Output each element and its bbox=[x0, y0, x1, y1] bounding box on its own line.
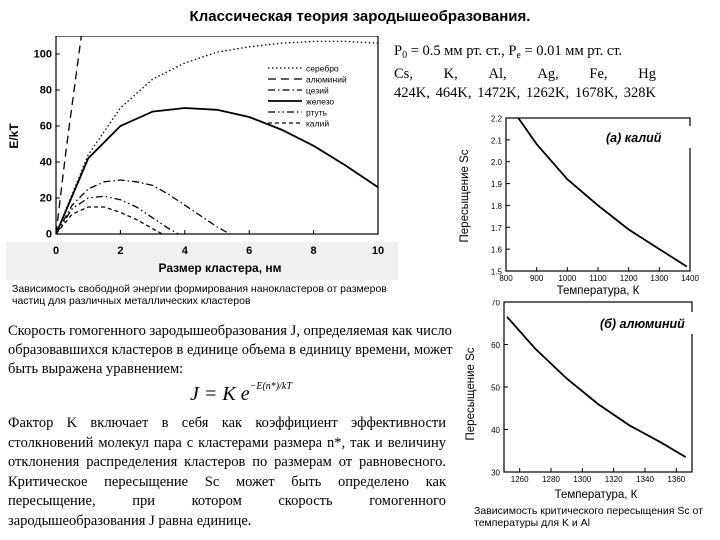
element-item: Hg bbox=[638, 66, 656, 82]
y-tick-label: 1.9 bbox=[490, 180, 502, 190]
y-tick-label: 70 bbox=[491, 300, 500, 308]
legend-label: серебро bbox=[306, 63, 339, 74]
chart3-xlabel: Температура, К bbox=[554, 489, 638, 501]
x-tick-label: 1100 bbox=[589, 274, 607, 283]
element-item: Fe, bbox=[589, 66, 608, 82]
y-tick-label: 2.2 bbox=[490, 114, 502, 124]
formula-exponent: −E(n*)/kT bbox=[249, 380, 292, 392]
x-tick-label: 1300 bbox=[573, 475, 592, 484]
x-tick-label: 1320 bbox=[604, 475, 623, 484]
elements-line bbox=[394, 65, 656, 84]
legend-label: калий bbox=[306, 118, 330, 129]
temperature-item: 1472K, bbox=[477, 85, 521, 101]
y-tick-label: 30 bbox=[491, 468, 500, 478]
y-tick-label: 1.7 bbox=[490, 223, 502, 233]
temperature-item: 424K, bbox=[394, 85, 430, 101]
temperatures-line bbox=[394, 84, 656, 103]
chart-potassium bbox=[456, 106, 714, 298]
legend-label: ртуть bbox=[306, 107, 328, 118]
legend-label: железо bbox=[306, 96, 335, 107]
pressure-line bbox=[394, 42, 656, 65]
paragraph-factor: Фактор K включает в себя как коэффициент эффективности столкновений молекул пара с кластерами размера n*, так и величину отклонения распределения кластеров по размерам от равновесного. Критическое пересыщение Sc может быть определено как пересыщение, при котором скорость гомогенного зародышеобразования J равна единице. bbox=[8, 415, 446, 529]
chart-energy bbox=[6, 36, 398, 280]
temperature-item: 464K, bbox=[435, 85, 472, 101]
y-tick-label: 40 bbox=[39, 156, 52, 169]
p0-symbol: P bbox=[394, 43, 403, 59]
chart2-xlabel: Температура, К bbox=[556, 285, 640, 297]
y-tick-label: 1.5 bbox=[490, 267, 502, 277]
figure-caption-supersaturation: Зависимость критического пересыщения Sc от температуры для K и Al bbox=[474, 505, 703, 529]
y-tick-label: 60 bbox=[39, 120, 52, 133]
chart3-title: (б) алюминий bbox=[600, 317, 685, 331]
y-tick-label: 20 bbox=[39, 192, 52, 205]
y-tick-label: 1.6 bbox=[490, 245, 502, 255]
element-item: K, bbox=[443, 66, 458, 82]
y-tick-label: 80 bbox=[39, 84, 52, 97]
figure-caption-energy: Зависимость свободной энергии формирования нанокластеров от размеров частиц для различных металлических кластеров bbox=[12, 283, 387, 307]
chart2-title: (а) калий bbox=[606, 131, 662, 145]
y-tick-label: 2.0 bbox=[490, 158, 502, 168]
x-tick-label: 1300 bbox=[650, 274, 669, 283]
x-tick-label: 4 bbox=[181, 245, 188, 257]
chart-aluminium bbox=[456, 300, 714, 504]
chart3-ylabel: Пересыщение Sc bbox=[465, 347, 477, 441]
page-title: Классическая теория зародышеобразования. bbox=[189, 8, 531, 25]
p0-subscript: 0 bbox=[402, 50, 408, 61]
pe-subscript: e bbox=[516, 50, 521, 61]
x-tick-label: 0 bbox=[52, 245, 60, 257]
paragraph-rate: Скорость гомогенного зародышеобразования J, определяемая как число образовавшихся кластеров в единице объема в единицу времени, может быть выражена уравнением: bbox=[8, 323, 453, 377]
y-tick-label: 1.8 bbox=[490, 201, 502, 211]
parameters-block bbox=[394, 42, 656, 103]
y-tick-label: 60 bbox=[491, 341, 500, 350]
x-tick-label: 800 bbox=[499, 274, 513, 283]
x-tick-label: 1360 bbox=[667, 475, 686, 484]
formula-main: J = K e bbox=[190, 383, 250, 405]
p0-value: = 0.5 мм рт. ст., P bbox=[407, 43, 517, 59]
element-item: Cs, bbox=[394, 66, 413, 82]
pe-value: = 0.01 мм рт. ст. bbox=[520, 43, 623, 59]
x-tick-label: 8 bbox=[310, 245, 317, 257]
y-tick-label: 100 bbox=[33, 48, 52, 61]
temperature-item: 1678K, bbox=[574, 85, 618, 101]
y-tick-label: 40 bbox=[491, 426, 500, 435]
x-tick-label: 2 bbox=[117, 245, 124, 257]
element-item: Al, bbox=[488, 66, 507, 82]
element-item: Ag, bbox=[537, 66, 559, 82]
x-tick-label: 1340 bbox=[636, 475, 654, 484]
x-tick-label: 1200 bbox=[619, 274, 638, 283]
x-tick-label: 1400 bbox=[681, 274, 699, 283]
chart1-ylabel: E/kT bbox=[7, 123, 21, 149]
y-tick-label: 50 bbox=[491, 383, 500, 393]
y-tick-label: 2.1 bbox=[490, 136, 502, 146]
chart2-ylabel: Пересыщение Sc bbox=[459, 149, 471, 243]
rate-formula bbox=[190, 380, 340, 411]
x-tick-label: 10 bbox=[371, 245, 385, 257]
legend-label: алюминий bbox=[306, 74, 347, 85]
y-tick-label: 0 bbox=[45, 228, 52, 241]
x-tick-label: 1000 bbox=[558, 274, 577, 283]
series-line-series-0 bbox=[507, 317, 686, 457]
legend-label: цезий bbox=[306, 85, 329, 96]
x-tick-label: 900 bbox=[529, 274, 544, 283]
temperature-item: 328K bbox=[623, 85, 656, 101]
x-tick-label: 1260 bbox=[510, 475, 529, 484]
temperature-item: 1262K, bbox=[526, 85, 570, 101]
x-tick-label: 6 bbox=[246, 245, 253, 257]
chart1-xlabel: Размер кластера, нм bbox=[158, 261, 282, 275]
x-tick-label: 1280 bbox=[542, 475, 560, 484]
